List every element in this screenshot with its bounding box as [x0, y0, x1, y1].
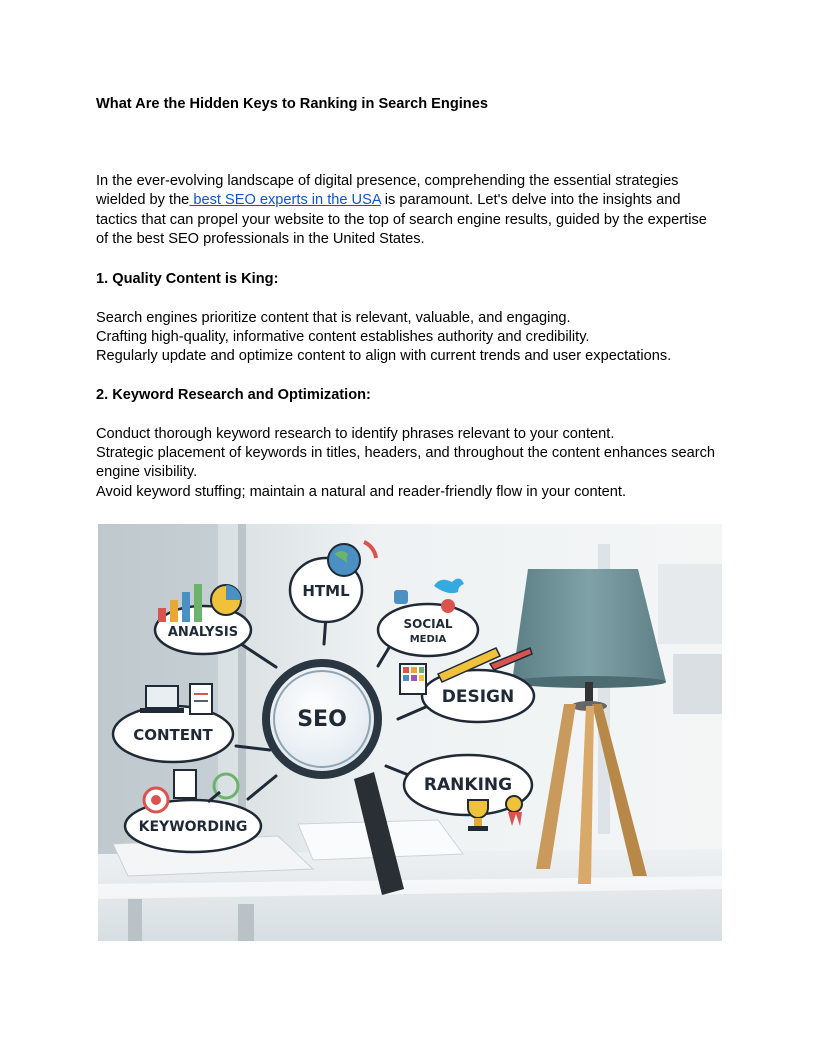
media-label: MEDIA: [409, 634, 447, 645]
section-2-line: Avoid keyword stuffing; maintain a natural and reader-friendly flow in your content.: [96, 484, 626, 500]
laptop-icon: [140, 684, 212, 714]
html-label: HTML: [302, 582, 350, 600]
section-heading-1: 1. Quality Content is King:: [96, 271, 279, 287]
seo-illustration: [98, 524, 722, 941]
analysis-label: ANALYSIS: [167, 625, 239, 640]
section-2-line: Conduct thorough keyword research to identify phrases relevant to your content.: [96, 426, 615, 442]
intro-text-start: In the ever-evolving landscape of digital presence, comprehending the essential strategies wielded by the: [96, 173, 679, 209]
seo-experts-link[interactable]: best SEO experts in the USA: [189, 192, 381, 209]
section-heading-2: 2. Keyword Research and Optimization:: [96, 387, 371, 403]
section-1-line: Crafting high-quality, informative content establishes authority and credibility.: [96, 329, 590, 345]
design-label: DESIGN: [441, 687, 515, 707]
intro-text-end: is paramount. Let's delve into the insights and tactics that can propel your website to the top of search engine results, guided by the expertise of the best SEO professionals in the United States.: [96, 192, 707, 248]
keywording-label: KEYWORDING: [138, 819, 248, 835]
section-2-line: Strategic placement of keywords in titles, headers, and throughout the content enhances search engine visibility.: [96, 445, 715, 481]
intro-paragraph: [96, 172, 722, 250]
seo-label: SEO: [297, 707, 347, 732]
ranking-label: RANKING: [423, 775, 513, 795]
content-label: CONTENT: [133, 726, 213, 744]
page-title: What Are the Hidden Keys to Ranking in Search Engines: [96, 96, 488, 112]
section-1-line: Regularly update and optimize content to align with current trends and user expectations.: [96, 348, 672, 364]
social-label: SOCIAL: [403, 617, 453, 631]
section-1-line: Search engines prioritize content that is relevant, valuable, and engaging.: [96, 310, 571, 326]
